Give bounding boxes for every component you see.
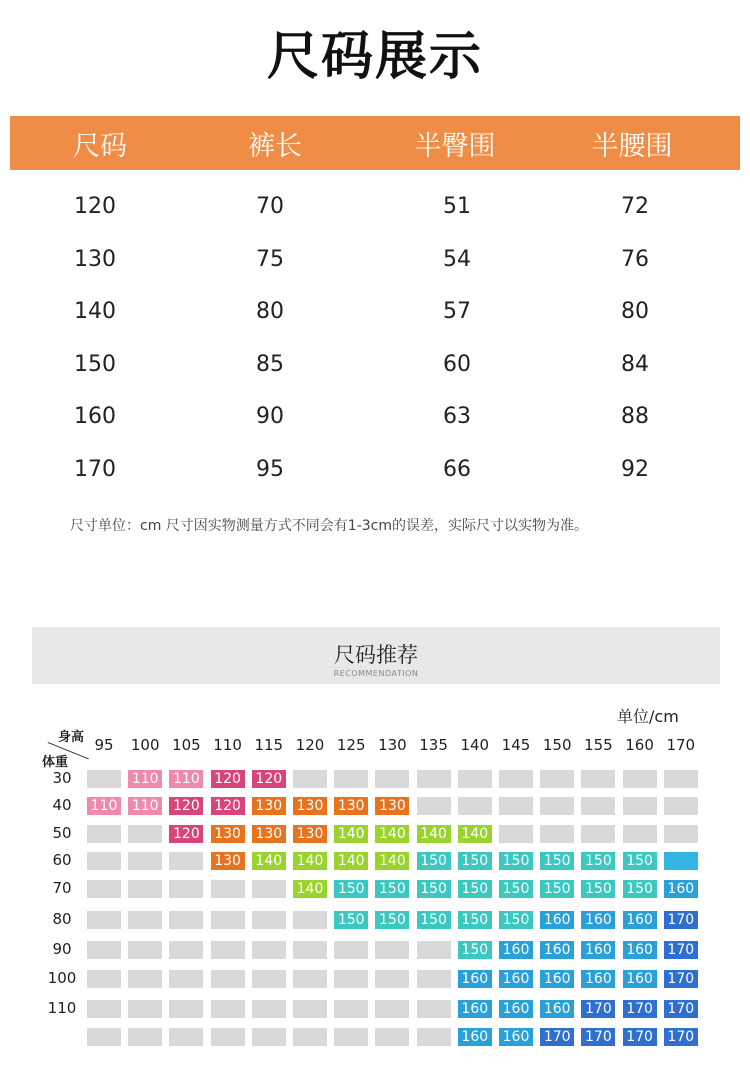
weight-header: 100 bbox=[47, 969, 77, 987]
size-recommend-cell bbox=[417, 797, 451, 815]
page-title: 尺码展示 bbox=[266, 27, 483, 87]
size-recommend-cell: 170 bbox=[664, 970, 698, 988]
size-recommend-cell: 170 bbox=[664, 1028, 698, 1046]
size-recommend-cell: 130 bbox=[334, 797, 368, 815]
weight-header: 90 bbox=[52, 940, 72, 958]
size-recommend-cell: 120 bbox=[252, 770, 286, 788]
size-recommend-cell: 130 bbox=[211, 825, 245, 843]
size-table-cell: 66 bbox=[443, 457, 471, 482]
header-size: 尺码 bbox=[73, 131, 127, 162]
size-recommend-cell bbox=[458, 797, 492, 815]
height-header: 160 bbox=[625, 736, 654, 754]
size-recommend-cell: 160 bbox=[499, 1000, 533, 1018]
height-header: 150 bbox=[542, 736, 572, 754]
size-recommend-cell bbox=[211, 1000, 245, 1018]
size-recommend-cell: 170 bbox=[623, 1028, 657, 1046]
size-recommend-cell: 140 bbox=[417, 825, 451, 843]
size-recommend-cell: 110 bbox=[128, 770, 162, 788]
height-header: 130 bbox=[378, 736, 407, 754]
size-recommend-cell bbox=[87, 770, 121, 788]
size-recommend-cell bbox=[211, 941, 245, 959]
size-recommend-cell bbox=[128, 1028, 162, 1046]
size-recommend-cell: 150 bbox=[623, 880, 657, 898]
size-recommend-cell bbox=[87, 852, 121, 870]
size-table-cell: 80 bbox=[621, 299, 649, 325]
height-header: 140 bbox=[460, 736, 490, 754]
size-table-cell: 85 bbox=[256, 351, 284, 377]
recommend-title: 尺码推荐 bbox=[334, 643, 418, 667]
size-recommend-cell: 150 bbox=[499, 911, 533, 929]
size-recommend-cell bbox=[211, 911, 245, 929]
size-recommend-cell: 160 bbox=[458, 1028, 492, 1046]
size-recommend-cell: 150 bbox=[458, 911, 492, 929]
size-recommend-cell: 150 bbox=[334, 880, 368, 898]
size-recommend-cell: 150 bbox=[417, 852, 451, 870]
size-recommend-cell: 140 bbox=[375, 825, 409, 843]
weight-header: 60 bbox=[52, 851, 72, 869]
size-recommend-cell bbox=[417, 1028, 451, 1046]
size-recommend-cell bbox=[375, 770, 409, 788]
size-recommend-cell bbox=[499, 797, 533, 815]
size-recommend-cell: 140 bbox=[293, 880, 327, 898]
size-recommend-cell bbox=[128, 941, 162, 959]
size-recommend-cell bbox=[417, 970, 451, 988]
size-recommend-cell: 150 bbox=[581, 880, 615, 898]
measurement-note: 尺寸单位：cm 尺寸因实物测量方式不同会有1-3cm的误差，实际尺寸以实物为准。 bbox=[70, 518, 588, 534]
size-recommend-cell: 130 bbox=[211, 852, 245, 870]
size-recommend-cell bbox=[252, 1028, 286, 1046]
size-table-cell: 160 bbox=[74, 404, 116, 430]
size-recommend-cell: 120 bbox=[169, 797, 203, 815]
size-recommend-cell bbox=[169, 911, 203, 929]
size-recommend-cell bbox=[293, 941, 327, 959]
height-header: 120 bbox=[295, 736, 325, 754]
height-header: 135 bbox=[419, 736, 448, 754]
size-recommend-cell bbox=[623, 825, 657, 843]
size-recommend-cell: 160 bbox=[581, 941, 615, 959]
size-recommend-cell bbox=[169, 852, 203, 870]
size-recommend-cell: 150 bbox=[375, 880, 409, 898]
size-recommend-cell bbox=[128, 880, 162, 898]
size-recommend-cell: 160 bbox=[458, 1000, 492, 1018]
size-recommend-cell bbox=[581, 770, 615, 788]
weight-header: 30 bbox=[52, 769, 72, 787]
size-recommend-cell: 130 bbox=[375, 797, 409, 815]
height-header: 110 bbox=[213, 736, 242, 754]
header-waist: 半腰围 bbox=[591, 131, 673, 162]
size-recommend-cell bbox=[623, 770, 657, 788]
size-recommend-cell: 170 bbox=[664, 941, 698, 959]
size-table-cell: 60 bbox=[443, 351, 471, 377]
weight-header: 80 bbox=[52, 910, 72, 928]
size-table-header bbox=[10, 116, 740, 170]
size-table-cell: 84 bbox=[621, 351, 649, 377]
size-recommend-cell: 150 bbox=[499, 880, 533, 898]
size-table-cell: 51 bbox=[443, 194, 471, 219]
size-recommend-cell bbox=[334, 1000, 368, 1018]
size-recommend-cell: 160 bbox=[623, 911, 657, 929]
size-recommend-cell bbox=[334, 970, 368, 988]
size-recommend-cell: 140 bbox=[293, 852, 327, 870]
size-table-cell: 140 bbox=[74, 299, 116, 325]
size-table-cell: 95 bbox=[256, 457, 284, 482]
size-recommend-cell bbox=[417, 770, 451, 788]
size-recommend-cell bbox=[664, 825, 698, 843]
height-header: 105 bbox=[172, 736, 201, 754]
size-recommend-cell: 160 bbox=[540, 970, 574, 988]
size-table-cell: 54 bbox=[443, 246, 471, 272]
height-header: 155 bbox=[584, 736, 613, 754]
size-recommend-cell: 150 bbox=[334, 911, 368, 929]
size-recommend-cell bbox=[334, 1028, 368, 1046]
size-recommend-cell: 160 bbox=[623, 941, 657, 959]
weight-header: 70 bbox=[52, 879, 72, 897]
size-recommend-cell: 160 bbox=[664, 880, 698, 898]
size-recommend-cell bbox=[87, 1000, 121, 1018]
size-recommend-cell: 170 bbox=[581, 1000, 615, 1018]
size-recommend-cell bbox=[334, 770, 368, 788]
size-recommend-cell: 150 bbox=[375, 911, 409, 929]
size-recommend-cell: 160 bbox=[623, 970, 657, 988]
size-recommend-cell bbox=[211, 880, 245, 898]
size-recommend-cell bbox=[540, 797, 574, 815]
size-recommend-cell: 150 bbox=[458, 880, 492, 898]
weight-header: 40 bbox=[52, 796, 72, 814]
size-recommend-cell: 110 bbox=[87, 797, 121, 815]
size-table-cell: 150 bbox=[74, 351, 116, 377]
size-recommend-cell bbox=[334, 941, 368, 959]
size-recommend-cell bbox=[87, 911, 121, 929]
size-recommend-cell bbox=[664, 770, 698, 788]
size-recommend-cell: 170 bbox=[623, 1000, 657, 1018]
size-table-cell: 130 bbox=[74, 246, 116, 272]
size-recommend-cell: 150 bbox=[417, 880, 451, 898]
size-recommend-cell bbox=[664, 852, 698, 870]
size-table-cell: 57 bbox=[443, 299, 471, 325]
weight-header: 110 bbox=[47, 999, 77, 1017]
size-recommend-cell bbox=[581, 825, 615, 843]
size-recommend-cell: 140 bbox=[375, 852, 409, 870]
size-recommend-cell bbox=[252, 911, 286, 929]
size-recommend-cell: 160 bbox=[499, 970, 533, 988]
height-header: 95 bbox=[94, 736, 114, 754]
size-table-cell: 75 bbox=[256, 246, 284, 272]
size-recommend-cell bbox=[87, 941, 121, 959]
height-header: 170 bbox=[666, 736, 696, 754]
size-recommend-cell bbox=[211, 1028, 245, 1046]
size-recommend-cell bbox=[293, 770, 327, 788]
size-recommend-cell: 160 bbox=[540, 1000, 574, 1018]
size-recommend-cell bbox=[375, 1028, 409, 1046]
size-recommend-cell: 130 bbox=[252, 825, 286, 843]
size-recommend-cell bbox=[417, 941, 451, 959]
size-recommend-cell bbox=[581, 797, 615, 815]
size-table-cell: 120 bbox=[74, 194, 116, 219]
size-recommend-cell bbox=[458, 770, 492, 788]
size-recommend-cell: 160 bbox=[499, 1028, 533, 1046]
size-recommend-cell bbox=[293, 970, 327, 988]
size-recommend-cell bbox=[375, 941, 409, 959]
size-recommend-cell: 120 bbox=[169, 825, 203, 843]
size-recommend-cell bbox=[499, 825, 533, 843]
size-recommend-cell: 160 bbox=[540, 941, 574, 959]
size-recommend-cell bbox=[623, 797, 657, 815]
header-hip: 半臀围 bbox=[414, 131, 496, 162]
size-recommend-cell bbox=[375, 1000, 409, 1018]
weight-header: 50 bbox=[52, 824, 72, 842]
size-recommend-cell bbox=[211, 970, 245, 988]
size-recommend-cell: 160 bbox=[540, 911, 574, 929]
size-recommend-cell bbox=[169, 941, 203, 959]
size-recommend-cell bbox=[499, 770, 533, 788]
height-header: 100 bbox=[130, 736, 160, 754]
corner-height-label: 身高 bbox=[58, 730, 85, 745]
recommend-banner bbox=[32, 627, 720, 684]
size-recommend-cell bbox=[540, 770, 574, 788]
size-table-cell: 63 bbox=[443, 404, 471, 430]
size-recommend-cell bbox=[128, 825, 162, 843]
size-recommend-cell: 120 bbox=[211, 770, 245, 788]
size-recommend-cell: 160 bbox=[581, 970, 615, 988]
size-recommend-cell: 140 bbox=[334, 825, 368, 843]
size-recommend-cell bbox=[293, 1000, 327, 1018]
size-recommend-cell: 130 bbox=[293, 825, 327, 843]
size-recommend-cell bbox=[87, 825, 121, 843]
size-recommend-cell bbox=[664, 797, 698, 815]
size-recommend-cell: 120 bbox=[211, 797, 245, 815]
height-header: 125 bbox=[336, 736, 366, 754]
size-recommend-cell: 150 bbox=[581, 852, 615, 870]
size-recommend-cell: 160 bbox=[581, 911, 615, 929]
size-recommend-cell bbox=[128, 911, 162, 929]
size-table-cell: 92 bbox=[621, 457, 649, 482]
size-table-cell: 170 bbox=[74, 457, 116, 482]
size-recommend-cell bbox=[87, 970, 121, 988]
size-table-cell: 88 bbox=[621, 404, 649, 430]
size-recommend-cell bbox=[252, 880, 286, 898]
size-recommend-cell: 160 bbox=[499, 941, 533, 959]
size-table-cell: 70 bbox=[256, 194, 284, 219]
size-recommend-cell bbox=[252, 941, 286, 959]
size-recommend-cell: 170 bbox=[581, 1028, 615, 1046]
corner-weight-label: 体重 bbox=[42, 755, 69, 770]
size-recommend-cell bbox=[293, 1028, 327, 1046]
size-recommend-cell: 150 bbox=[623, 852, 657, 870]
size-recommend-cell: 170 bbox=[540, 1028, 574, 1046]
size-table-cell: 90 bbox=[256, 404, 284, 430]
size-recommend-cell bbox=[87, 1028, 121, 1046]
size-recommend-cell: 150 bbox=[417, 911, 451, 929]
size-recommend-cell bbox=[293, 911, 327, 929]
size-recommend-cell: 140 bbox=[458, 825, 492, 843]
size-table-cell: 80 bbox=[256, 299, 284, 325]
size-recommend-cell bbox=[128, 1000, 162, 1018]
size-recommend-cell bbox=[252, 1000, 286, 1018]
recommend-subtitle: RECOMMENDATION bbox=[333, 669, 419, 678]
size-recommend-cell bbox=[87, 880, 121, 898]
size-recommend-cell bbox=[169, 970, 203, 988]
size-recommend-cell: 150 bbox=[458, 852, 492, 870]
size-recommend-cell: 150 bbox=[499, 852, 533, 870]
size-recommend-cell bbox=[252, 970, 286, 988]
size-recommend-cell: 110 bbox=[169, 770, 203, 788]
size-table-cell: 72 bbox=[621, 194, 649, 219]
size-recommend-cell: 160 bbox=[458, 970, 492, 988]
size-table-cell: 76 bbox=[621, 246, 649, 272]
size-recommend-cell bbox=[169, 1028, 203, 1046]
size-recommend-cell: 130 bbox=[293, 797, 327, 815]
size-recommend-cell bbox=[128, 852, 162, 870]
size-recommend-cell bbox=[128, 970, 162, 988]
size-recommend-cell bbox=[169, 1000, 203, 1018]
size-recommend-cell: 130 bbox=[252, 797, 286, 815]
height-header: 145 bbox=[501, 736, 531, 754]
unit-label: 单位/cm bbox=[617, 707, 679, 726]
size-recommend-cell: 140 bbox=[334, 852, 368, 870]
size-recommend-cell: 110 bbox=[128, 797, 162, 815]
size-recommend-cell: 170 bbox=[664, 1000, 698, 1018]
size-recommend-cell bbox=[417, 1000, 451, 1018]
size-recommend-cell bbox=[540, 825, 574, 843]
header-length: 裤长 bbox=[248, 131, 302, 162]
size-recommend-cell: 150 bbox=[540, 880, 574, 898]
size-recommend-cell bbox=[375, 970, 409, 988]
height-header: 115 bbox=[254, 736, 284, 754]
size-recommend-cell: 140 bbox=[252, 852, 286, 870]
size-recommend-cell: 170 bbox=[664, 911, 698, 929]
size-recommend-cell: 150 bbox=[458, 941, 492, 959]
size-recommend-cell bbox=[169, 880, 203, 898]
size-recommend-cell: 150 bbox=[540, 852, 574, 870]
